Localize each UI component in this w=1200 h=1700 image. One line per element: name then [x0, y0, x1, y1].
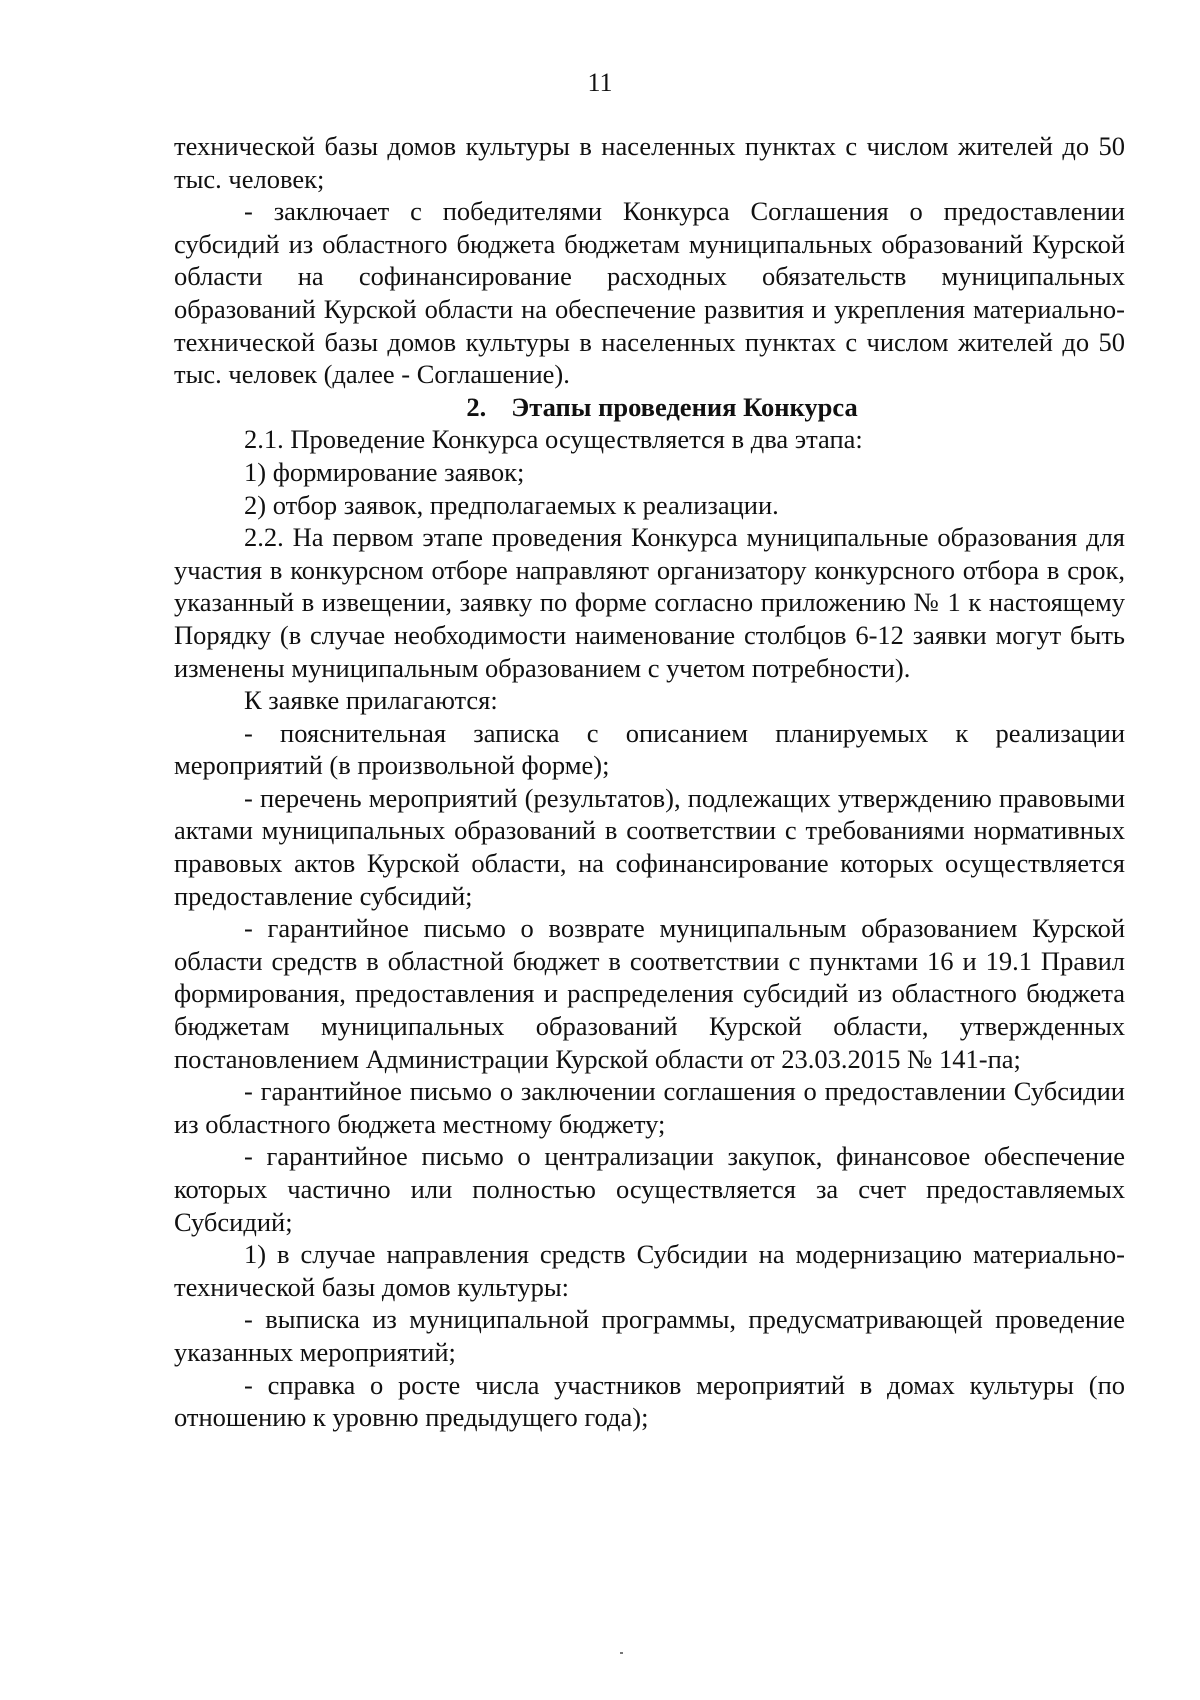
list-item: - гарантийное письмо о возврате муниципальным образованием Курской области средств в областной бюджет в соответствии с пунктами 16 и 19.1 Правил формирования, предоставления и распределения субсидий из областного бюджета бюджетам муниципальных образований Курской области, утвержденных постановлением Администрации Курской области от 23.03.2015 № 141-па;: [174, 913, 1125, 1074]
list-item: - справка о росте числа участников мероприятий в домах культуры (по отношению к уровню предыдущего года);: [174, 1369, 1125, 1433]
list-item: 2) отбор заявок, предполагаемых к реализации.: [244, 489, 779, 520]
document-body: [174, 130, 1125, 1434]
list-item: - пояснительная записка с описанием планируемых к реализации мероприятий (в произвольной форме);: [174, 717, 1125, 781]
paragraph-agreement: - заключает с победителями Конкурса Соглашения о предоставлении субсидий из областного бюджета бюджетам муниципальных образований Курской области на софинансирование расходных обязательств муниципальных образований Курской области на обеспечение развития и укрепления материально-технической базы домов культуры в населенных пунктах с числом жителей до 50 тыс. человек (далее - Соглашение).: [174, 196, 1125, 390]
page-number: 11: [587, 68, 613, 97]
paragraph-continuation: технической базы домов культуры в населенных пунктах с числом жителей до 50 тыс. человек;: [174, 131, 1125, 194]
attachments-intro: К заявке прилагаются:: [244, 685, 498, 716]
list-item: - гарантийное письмо о заключении соглашения о предоставлении Субсидии из областного бюджета местному бюджету;: [174, 1076, 1125, 1139]
scan-speck: [620, 1652, 623, 1654]
list-item: 1) формирование заявок;: [244, 456, 525, 487]
list-item: 1) в случае направления средств Субсидии на модернизацию материально-технической базы домов культуры:: [174, 1239, 1125, 1302]
list-item: - выписка из муниципальной программы, предусматривающей проведение указанных мероприятий;: [174, 1304, 1125, 1367]
list-item: - гарантийное письмо о централизации закупок, финансовое обеспечение которых частично или полностью осуществляется за счет предоставляемых Субсидий;: [174, 1141, 1125, 1237]
section-title: Этапы проведения Конкурса: [511, 391, 858, 422]
clause-2-2: 2.2. На первом этапе проведения Конкурса муниципальные образования для участия в конкурсном отборе направляют организатору конкурсного отбора в срок, указанный в извещении, заявку по форме согласно приложению № 1 к настоящему Порядку (в случае необходимости наименование столбцов 6-12 заявки могут быть изменены муниципальным образованием с учетом потребности).: [174, 522, 1125, 683]
list-item: - перечень мероприятий (результатов), подлежащих утверждению правовыми актами муниципальных образований в соответствии с требованиями нормативных правовых актов Курской области, на софинансирование которых осуществляется предоставление субсидий;: [174, 782, 1125, 911]
section-number: 2.: [466, 391, 487, 422]
clause-2-1: 2.1. Проведение Конкурса осуществляется в два этапа:: [244, 424, 863, 455]
section-heading: [174, 391, 1125, 424]
